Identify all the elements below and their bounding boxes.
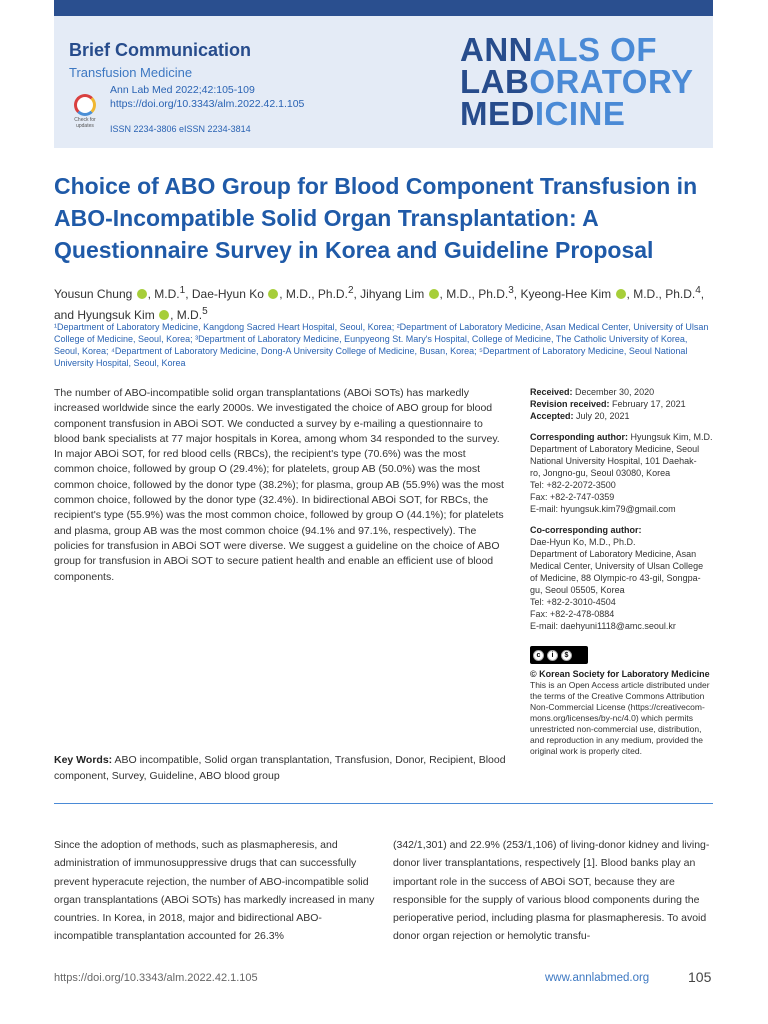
license-text: This is an Open Access article distributed under the terms of the Creative Commons Attribution Non-Commercial License (https://creativecom- mons.org/licenses/by-nc/4.0) which permits unrestricted non-commercial use, distribution, and reproduction in any medium, provided the original work is properly cited.	[530, 680, 710, 756]
accepted-date: Accepted: July 20, 2021	[530, 411, 630, 421]
keywords-text: ABO incompatible, Solid organ transplantation, Transfusion, Donor, Recipient, Blood component, Survey, Guideline, ABO blood group	[54, 754, 506, 782]
orcid-icon[interactable]	[268, 289, 278, 299]
article-category: Transfusion Medicine	[69, 65, 193, 80]
check-updates-icon	[74, 94, 96, 116]
doi-link[interactable]: https://doi.org/10.3343/alm.2022.42.1.105	[110, 98, 305, 110]
orcid-icon[interactable]	[429, 289, 439, 299]
footer-doi[interactable]: https://doi.org/10.3343/alm.2022.42.1.105	[54, 972, 258, 984]
author-name: Yousun Chung	[54, 287, 133, 301]
orcid-icon[interactable]	[137, 289, 147, 299]
creative-commons-badge[interactable]	[530, 646, 588, 664]
journal-citation: Ann Lab Med 2022;42:105-109	[110, 84, 255, 96]
check-for-updates-badge[interactable]	[70, 94, 100, 130]
received-date: Received: December 30, 2020	[530, 387, 655, 397]
section-divider	[54, 803, 713, 804]
article-title: Choice of ABO Group for Blood Component Transfusion in ABO-Incompatible Solid Organ Transplantation: A Questionnaire Survey in Korea and Guideline Proposal	[54, 173, 698, 263]
orcid-icon[interactable]	[159, 310, 169, 320]
author-name: , Kyeong-Hee Kim	[513, 287, 612, 301]
citation-block	[110, 83, 304, 111]
nc-icon: $	[561, 650, 572, 661]
article-info-sidebar	[530, 386, 720, 757]
co-corresponding-email[interactable]: E-mail: daehyuni1118@amc.seoul.kr	[530, 621, 676, 631]
abstract: The number of ABO-incompatible solid organ transplantations (ABOi SOTs) has markedly increased worldwide since the early 2000s. We investigated the choice of ABO group for blood component transfusion in ABOi SOT. We conducted a survey by e-mailing a questionnaire to blood bank specialists at 77 major hospitals in Korea, among whom 34 responded to the survey. In major ABOi SOT, for red blood cells (RBCs), the recipient's type (70.6%) was the most common choice, followed by group O (29.4%); for platelets, group AB (50.0%) was the most common choice, followed by the donor type (38.2%); for plasma, group AB (55.9%) was the most common choice, followed by the donor type (32.4%). In bidirectional ABOi SOT, for RBCs, the recipient's type (55.9%) was the most common choice, followed by group O (44.1%); for platelets and plasma, group AB was the most common choice (94.1% and 97.1%, respectively). The policies for transfusion in ABOi SOT were diverse. We suggest a guideline on the choice of ABO group for transfusion in ABOi SOT to secure patient health and enable an efficient use of blood components.	[54, 387, 504, 583]
journal-header	[54, 16, 713, 148]
orcid-icon[interactable]	[616, 289, 626, 299]
body-text-right: (342/1,301) and 22.9% (253/1,106) of living-donor kidney and living-donor liver transplantations, respectively [1]. Blood banks play an important role in the success of ABOi SOT, because they are responsible for the supply of various blood components during the perioperative period, including plasma for plasmapheresis. To avoid donor organ rejection or hemolytic transfu-	[393, 839, 710, 943]
corresponding-email[interactable]: E-mail: hyungsuk.kim79@gmail.com	[530, 504, 676, 514]
affiliations: ¹Department of Laboratory Medicine, Kangdong Sacred Heart Hospital, Seoul, Korea; ²Department of Laboratory Medicine, Asan Medical Center, University of Ulsan College of Medicine, Seoul, Korea; ³Department of Laboratory Medicine, Eunpyeong St. Mary's Hospital, College of Medicine, The Catholic University of Korea, Seoul, Korea; ⁴Department of Laboratory Medicine, Dong-A University College of Medicine, Busan, Korea; ⁵Department of Laboratory Medicine, Seoul National University Hospital, Seoul, Korea	[54, 322, 709, 368]
corresponding-author: Corresponding author: Hyungsuk Kim, M.D. Department of Laboratory Medicine, Seoul National University Hospital, 101 Daehak- ro, Jongno-gu, Seoul 03080, Korea Tel: +82-2-2072-3500 Fax: +82-2-747-0359 E-mail: hyungsuk.kim79@gmail.com	[530, 431, 720, 515]
author-name: , and Hyungsuk Kim	[54, 287, 705, 322]
page-number: 105	[688, 969, 712, 985]
check-updates-label: Check for updates	[74, 117, 96, 129]
author-name: , Jihyang Lim	[353, 287, 425, 301]
revision-date: Revision received: February 17, 2021	[530, 399, 686, 409]
header-top-bar	[54, 0, 713, 16]
copyright-holder: © Korean Society for Laboratory Medicine	[530, 669, 710, 679]
co-corresponding-author: Co-corresponding author: Dae-Hyun Ko, M.D., Ph.D. Department of Laboratory Medicine, Asan Medical Center, University of Ulsan College of Medicine, 88 Olympic-ro 43-gil, Songpa- gu, Seoul 05505, Korea Tel: +82-2-3010-4504 Fax: +82-2-478-0884 E-mail: daehyuni1118@amc.seoul.kr	[530, 524, 720, 632]
keywords-label: Key Words:	[54, 754, 113, 766]
issn: ISSN 2234-3806 eISSN 2234-3814	[110, 124, 251, 134]
author-name: , Dae-Hyun Ko	[185, 287, 264, 301]
author-list: Yousun Chung , M.D.$^1$, Dae-Hyun Ko , M.D., Ph.D.$^2$, Jihyang Lim , M.D., Ph.D.$^3$, Kyeong-Hee Kim , M.D., Ph.D.$^4$, and Hyungsuk Kim , M.D.$^5$	[54, 285, 705, 322]
footer-website[interactable]: www.annlabmed.org	[545, 972, 650, 984]
by-icon: i	[547, 650, 558, 661]
journal-logo: ANNALS OF LABORATORY MEDICINE	[460, 31, 694, 132]
article-type: Brief Communication	[69, 40, 252, 60]
cc-icon: c	[533, 650, 544, 661]
body-text-left: Since the adoption of methods, such as plasmapheresis, and administration of immunosuppressive drugs that can successfully prevent hyperacute rejection, the number of ABO-incompatible solid organ transplantations (ABOi SOTs) has markedly increased in many countries. In Korea, in 2018, major and bidirectional ABO-incompatible transplantation accounted for 26.3%	[54, 839, 375, 943]
keywords	[54, 752, 506, 784]
